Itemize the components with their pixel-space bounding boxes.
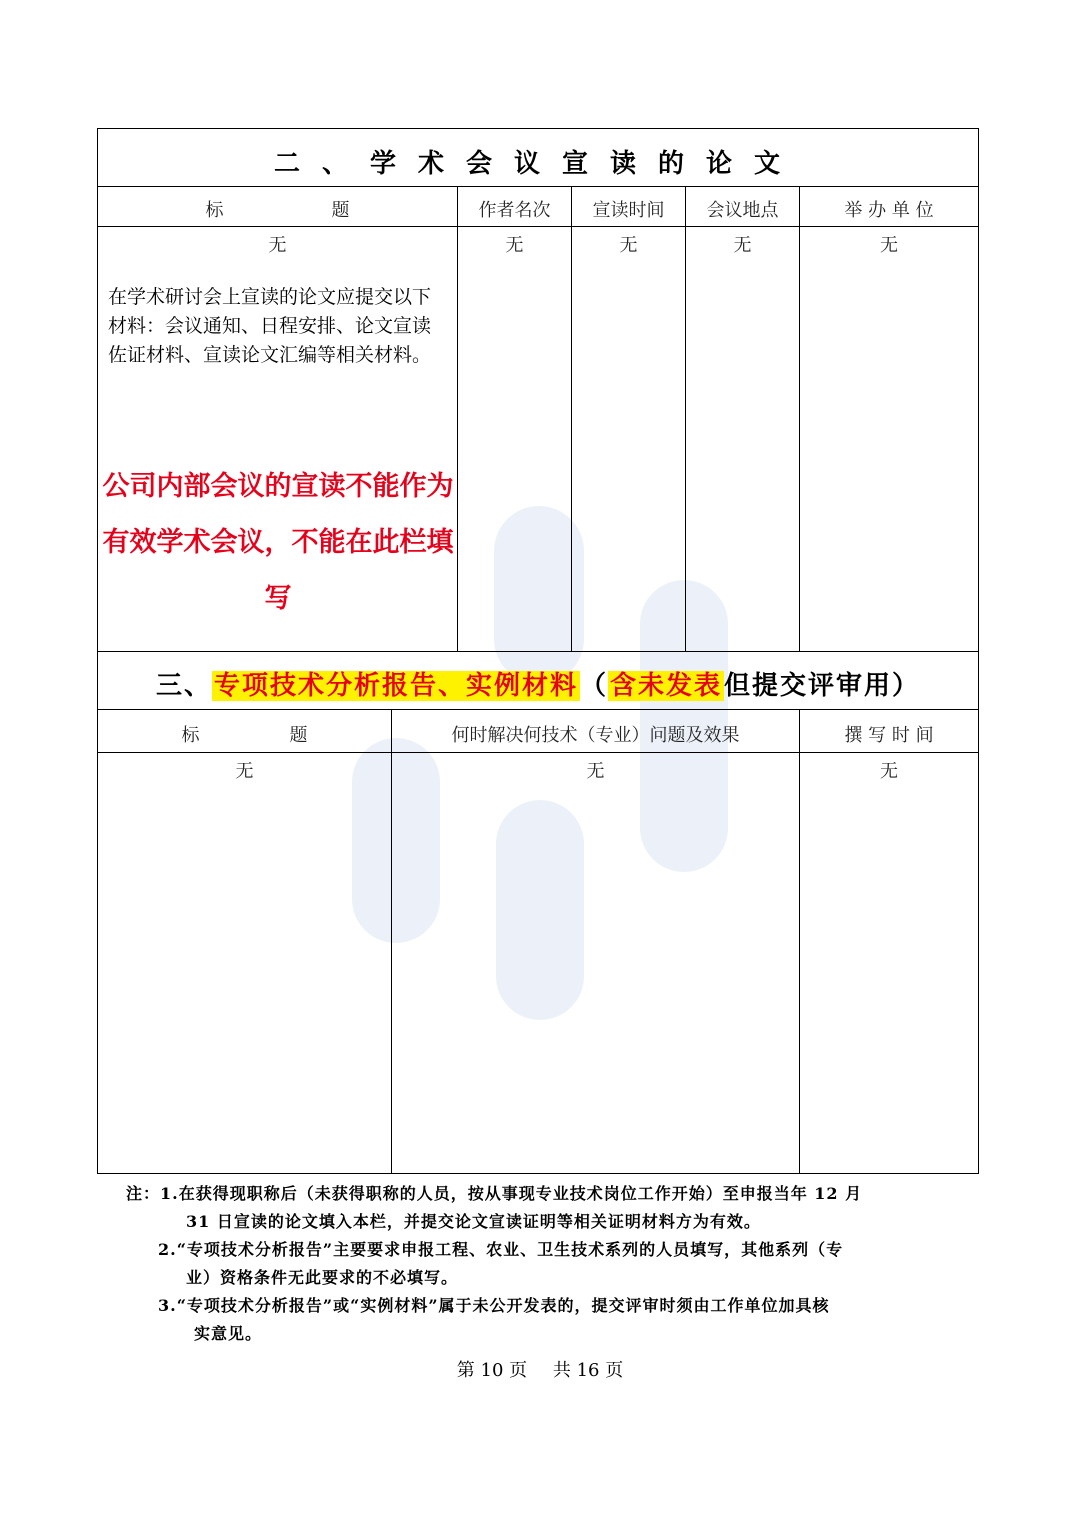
value-author-rank: 无 — [505, 235, 524, 256]
header-report-title: 标 题 — [181, 725, 308, 746]
value-title: 无 — [268, 235, 287, 256]
page-total: 共 16 页 — [552, 1360, 624, 1381]
value-problem-solved: 无 — [586, 761, 605, 782]
note-1-line-1: 注：1.在获得现职称后（未获得职称的人员，按从事现专业技术岗位工作开始）至申报当年 12 月 — [126, 1184, 863, 1203]
section3-title-prefix: 三、 — [155, 671, 212, 701]
row-divider — [98, 709, 978, 710]
section3-title-highlight1: 专项技术分析报告、实例材料 — [213, 671, 578, 701]
instruction-text: 在学术研讨会上宣读的论文应提交以下材料：会议通知、日程安排、论文宣读佐证材料、宣读论文汇编等相关材料。 — [108, 286, 432, 366]
row-divider — [98, 651, 978, 652]
section3-title-suffix: 但提交评审用） — [724, 671, 921, 701]
header-organizer: 举 办 单 位 — [844, 200, 934, 221]
section3-title-mid: （ — [579, 671, 608, 701]
row-divider — [98, 186, 978, 187]
section3-title-highlight2: 含未发表 — [610, 671, 723, 701]
note-3-line-1: 3.“专项技术分析报告”或“实例材料”属于未公开发表的，提交评审时须由工作单位加具核 — [158, 1296, 830, 1315]
row-divider — [98, 752, 978, 753]
value-report-title: 无 — [235, 761, 254, 782]
value-writing-time: 无 — [880, 761, 898, 782]
note-2-line-2: 业）资格条件无此要求的不必填写。 — [186, 1268, 459, 1287]
header-meeting-location: 会议地点 — [706, 200, 779, 221]
header-reading-time: 宣读时间 — [592, 200, 665, 221]
value-meeting-location: 无 — [733, 235, 752, 256]
form-table — [97, 128, 979, 1174]
note-1-line-2: 31 日宣读的论文填入本栏，并提交论文宣读证明等相关证明材料方为有效。 — [186, 1212, 761, 1231]
page-number: 第 10 页 — [456, 1360, 528, 1381]
row-divider — [98, 226, 978, 227]
header-title: 标 题 — [205, 200, 350, 221]
section3-title — [98, 665, 978, 702]
warning-note: 公司内部会议的宣读不能作为有效学术会议，不能在此栏填写 — [102, 471, 454, 614]
note-2-line-1: 2.“专项技术分析报告”主要要求申报工程、农业、卫生技术系列的人员填写，其他系列（专 — [158, 1240, 844, 1259]
section2-title: 二、学术会议宣读的论文 — [273, 149, 802, 179]
header-problem-solved: 何时解决何技术（专业）问题及效果 — [451, 725, 740, 746]
value-organizer: 无 — [880, 235, 898, 256]
value-reading-time: 无 — [619, 235, 638, 256]
note-3-line-2: 实意见。 — [194, 1324, 263, 1343]
header-author-rank: 作者名次 — [478, 200, 551, 221]
footnotes — [126, 1180, 956, 1348]
header-writing-time: 撰 写 时 间 — [844, 725, 934, 746]
page-footer — [0, 1356, 1080, 1382]
